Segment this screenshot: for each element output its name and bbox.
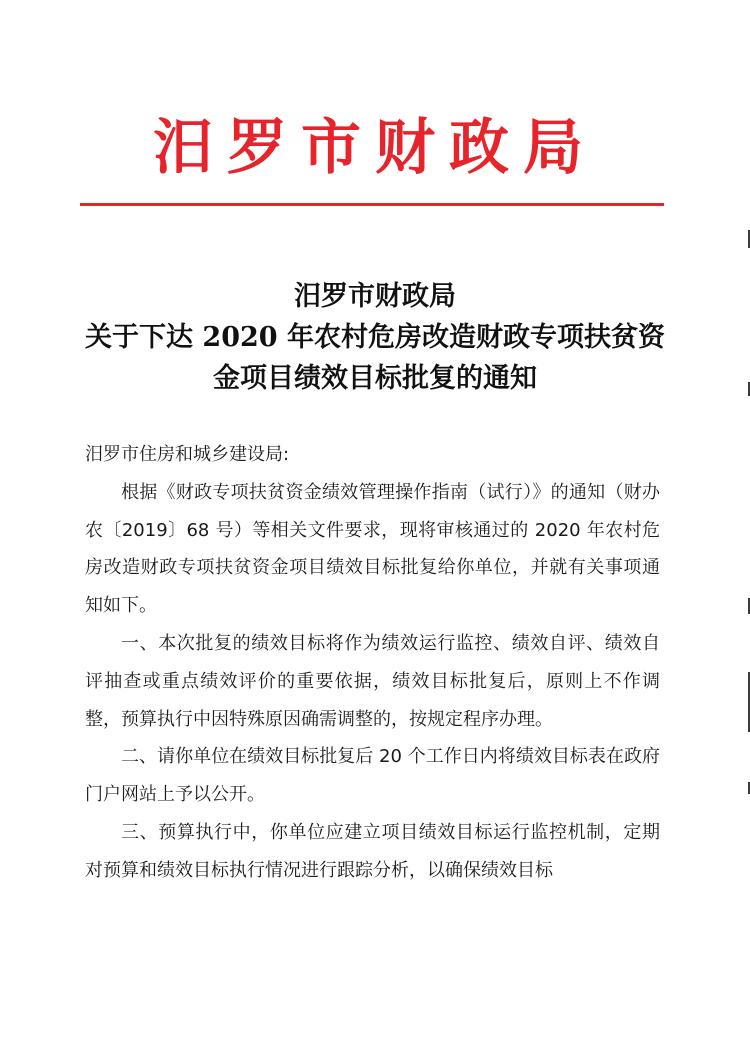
letterhead-red-rule bbox=[80, 203, 664, 206]
document-title-line-3: 金项目绩效目标批复的通知 bbox=[213, 363, 537, 394]
document-title bbox=[60, 276, 690, 399]
body-paragraph-2: 一、本次批复的绩效目标将作为绩效运行监控、绩效自评、绩效自评抽查或重点绩效评价的重要依据，绩效目标批复后，原则上不作调整，预算执行中因特殊原因确需调整的，按规定程序办理。 bbox=[85, 632, 660, 730]
body-paragraph-1: 根据《财政专项扶贫资金绩效管理操作指南（试行）》的通知（财办农〔2019〕68 号）等相关文件要求，现将审核通过的 2020 年农村危房改造财政专项扶贫资金项目绩效目标批复给你单位，并就有关事项通知如下。 bbox=[85, 481, 660, 617]
body-paragraph-4: 三、预算执行中，你单位应建立项目绩效目标运行监控机制，定期对预算和绩效目标执行情况进行跟踪分析，以确保绩效目标 bbox=[85, 821, 660, 881]
recipient-line: 汨罗市住房和城乡建设局: bbox=[85, 444, 290, 465]
body-paragraph-3: 二、请你单位在绩效目标批复后 20 个工作日内将绩效目标表在政府门户网站上予以公开。 bbox=[85, 746, 660, 806]
document-title-line-2: 关于下达 2020 年农村危房改造财政专项扶贫资 bbox=[85, 322, 665, 353]
document-body bbox=[85, 436, 660, 890]
letterhead-title: 汨罗市财政局 bbox=[153, 113, 597, 183]
document-title-line-1: 汨罗市财政局 bbox=[294, 281, 456, 312]
